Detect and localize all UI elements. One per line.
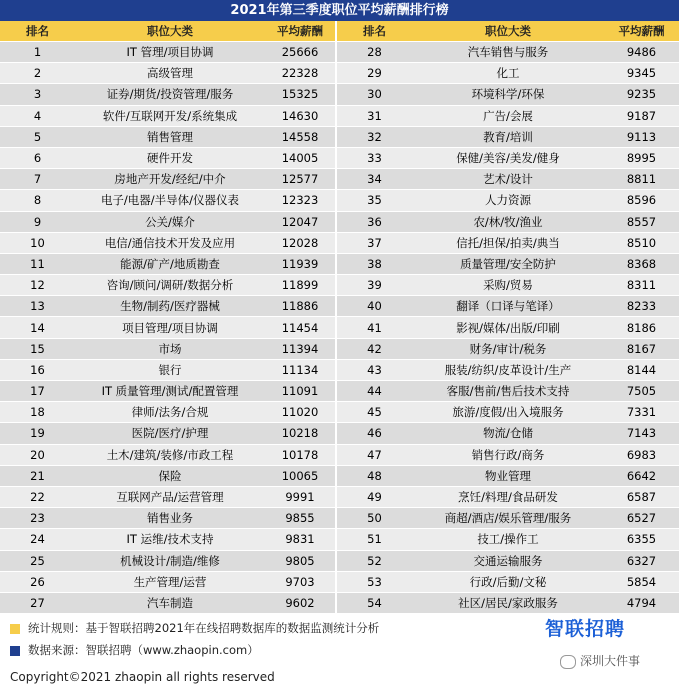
category-cell: 销售业务 xyxy=(75,508,265,529)
category-cell: 社区/居民/家政服务 xyxy=(412,592,604,613)
rank-cell: 5 xyxy=(0,126,75,147)
rank-cell: 28 xyxy=(337,42,412,63)
salary-cell: 9235 xyxy=(604,84,679,105)
table-row xyxy=(0,42,679,63)
rank-cell: 8 xyxy=(0,190,75,211)
header-category: 职位大类 xyxy=(75,21,265,42)
category-cell: 客服/售前/售后技术支持 xyxy=(412,381,604,402)
salary-cell: 8596 xyxy=(604,190,679,211)
category-cell: 银行 xyxy=(75,359,265,380)
category-cell: 销售行政/商务 xyxy=(412,444,604,465)
category-cell: 软件/互联网开发/系统集成 xyxy=(75,105,265,126)
table-row xyxy=(0,232,679,253)
salary-cell: 11020 xyxy=(265,402,335,423)
rank-cell: 42 xyxy=(337,338,412,359)
table-row xyxy=(0,211,679,232)
category-cell: 采购/贸易 xyxy=(412,275,604,296)
salary-cell: 6527 xyxy=(604,508,679,529)
legend-rule xyxy=(10,620,379,636)
rank-cell: 46 xyxy=(337,423,412,444)
salary-cell: 12577 xyxy=(265,169,335,190)
rank-cell: 15 xyxy=(0,338,75,359)
category-cell: 物业管理 xyxy=(412,465,604,486)
table-row xyxy=(0,317,679,338)
table-row xyxy=(0,550,679,571)
salary-cell: 14558 xyxy=(265,126,335,147)
category-cell: 生产管理/运营 xyxy=(75,571,265,592)
salary-cell: 12028 xyxy=(265,232,335,253)
rank-cell: 40 xyxy=(337,296,412,317)
category-cell: 教育/培训 xyxy=(412,126,604,147)
salary-cell: 11134 xyxy=(265,359,335,380)
salary-cell: 8557 xyxy=(604,211,679,232)
salary-cell: 10218 xyxy=(265,423,335,444)
salary-cell: 8510 xyxy=(604,232,679,253)
category-cell: 机械设计/制造/维修 xyxy=(75,550,265,571)
category-cell: 行政/后勤/文秘 xyxy=(412,571,604,592)
category-cell: 律师/法务/合规 xyxy=(75,402,265,423)
rank-cell: 36 xyxy=(337,211,412,232)
category-cell: 交通运输服务 xyxy=(412,550,604,571)
table-row xyxy=(0,147,679,168)
rank-cell: 34 xyxy=(337,169,412,190)
rank-cell: 30 xyxy=(337,84,412,105)
salary-cell: 6642 xyxy=(604,465,679,486)
rank-cell: 24 xyxy=(0,529,75,550)
salary-cell: 22328 xyxy=(265,63,335,84)
legend-source xyxy=(10,642,259,658)
rank-cell: 21 xyxy=(0,465,75,486)
wechat-watermark xyxy=(560,652,640,669)
category-cell: 房地产开发/经纪/中介 xyxy=(75,169,265,190)
category-cell: 生物/制药/医疗器械 xyxy=(75,296,265,317)
category-cell: 医院/医疗/护理 xyxy=(75,423,265,444)
rank-cell: 11 xyxy=(0,253,75,274)
salary-cell: 9703 xyxy=(265,571,335,592)
wechat-icon xyxy=(560,655,576,669)
salary-cell: 6327 xyxy=(604,550,679,571)
salary-cell: 14005 xyxy=(265,147,335,168)
salary-cell: 8995 xyxy=(604,147,679,168)
rank-cell: 43 xyxy=(337,359,412,380)
rank-cell: 32 xyxy=(337,126,412,147)
rank-cell: 23 xyxy=(0,508,75,529)
category-cell: 广告/会展 xyxy=(412,105,604,126)
rank-cell: 14 xyxy=(0,317,75,338)
table-row xyxy=(0,84,679,105)
rank-cell: 6 xyxy=(0,147,75,168)
rank-cell: 48 xyxy=(337,465,412,486)
category-cell: IT 质量管理/测试/配置管理 xyxy=(75,381,265,402)
rank-cell: 4 xyxy=(0,105,75,126)
salary-cell: 6983 xyxy=(604,444,679,465)
category-cell: 农/林/牧/渔业 xyxy=(412,211,604,232)
rank-cell: 51 xyxy=(337,529,412,550)
category-cell: 市场 xyxy=(75,338,265,359)
category-cell: IT 运维/技术支持 xyxy=(75,529,265,550)
category-cell: 财务/审计/税务 xyxy=(412,338,604,359)
rank-cell: 35 xyxy=(337,190,412,211)
header-category: 职位大类 xyxy=(412,21,604,42)
table-row xyxy=(0,296,679,317)
salary-cell: 11939 xyxy=(265,253,335,274)
table-row xyxy=(0,338,679,359)
table-row xyxy=(0,465,679,486)
rank-cell: 16 xyxy=(0,359,75,380)
rank-cell: 7 xyxy=(0,169,75,190)
rank-cell: 20 xyxy=(0,444,75,465)
category-cell: 保险 xyxy=(75,465,265,486)
rank-cell: 50 xyxy=(337,508,412,529)
category-cell: 信托/担保/拍卖/典当 xyxy=(412,232,604,253)
category-cell: 旅游/度假/出入境服务 xyxy=(412,402,604,423)
salary-cell: 10065 xyxy=(265,465,335,486)
category-cell: 商超/酒店/娱乐管理/服务 xyxy=(412,508,604,529)
rank-cell: 54 xyxy=(337,592,412,613)
salary-cell: 8368 xyxy=(604,253,679,274)
salary-cell: 9805 xyxy=(265,550,335,571)
salary-ranking-table xyxy=(0,21,679,614)
category-cell: 化工 xyxy=(412,63,604,84)
category-cell: 证券/期货/投资管理/服务 xyxy=(75,84,265,105)
table-row xyxy=(0,529,679,550)
rank-cell: 44 xyxy=(337,381,412,402)
rank-cell: 38 xyxy=(337,253,412,274)
rank-cell: 31 xyxy=(337,105,412,126)
salary-cell: 10178 xyxy=(265,444,335,465)
rank-cell: 19 xyxy=(0,423,75,444)
salary-cell: 7331 xyxy=(604,402,679,423)
category-cell: 土木/建筑/装修/市政工程 xyxy=(75,444,265,465)
salary-cell: 12047 xyxy=(265,211,335,232)
table-row xyxy=(0,486,679,507)
legend-rule-swatch xyxy=(10,624,20,634)
salary-cell: 9345 xyxy=(604,63,679,84)
table-row xyxy=(0,253,679,274)
table-row xyxy=(0,381,679,402)
category-cell: 咨询/顾问/调研/数据分析 xyxy=(75,275,265,296)
legend-source-text: 数据来源：智联招聘（www.zhaopin.com） xyxy=(28,643,259,657)
category-cell: 高级管理 xyxy=(75,63,265,84)
table-row xyxy=(0,359,679,380)
salary-cell: 9486 xyxy=(604,42,679,63)
salary-cell: 11886 xyxy=(265,296,335,317)
salary-cell: 9187 xyxy=(604,105,679,126)
salary-cell: 9991 xyxy=(265,486,335,507)
rank-cell: 12 xyxy=(0,275,75,296)
salary-cell: 9831 xyxy=(265,529,335,550)
salary-cell: 8233 xyxy=(604,296,679,317)
table-row xyxy=(0,402,679,423)
table-row xyxy=(0,126,679,147)
rank-cell: 27 xyxy=(0,592,75,613)
rank-cell: 2 xyxy=(0,63,75,84)
table-row xyxy=(0,508,679,529)
category-cell: 烹饪/料理/食品研发 xyxy=(412,486,604,507)
category-cell: 服装/纺织/皮革设计/生产 xyxy=(412,359,604,380)
salary-cell: 14630 xyxy=(265,105,335,126)
header-rank: 排名 xyxy=(337,21,412,42)
legend-rule-text: 统计规则：基于智联招聘2021年在线招聘数据库的数据监测统计分析 xyxy=(28,621,380,635)
rank-cell: 49 xyxy=(337,486,412,507)
salary-cell: 15325 xyxy=(265,84,335,105)
table-row xyxy=(0,63,679,84)
rank-cell: 10 xyxy=(0,232,75,253)
rank-cell: 47 xyxy=(337,444,412,465)
salary-cell: 7143 xyxy=(604,423,679,444)
wechat-account: 深圳大件事 xyxy=(580,654,641,668)
page-title: 2021年第三季度职位平均薪酬排行榜 xyxy=(0,0,679,21)
table-row xyxy=(0,190,679,211)
category-cell: 电子/电器/半导体/仪器仪表 xyxy=(75,190,265,211)
salary-cell: 8811 xyxy=(604,169,679,190)
zhaopin-logo: 智联招聘 xyxy=(545,618,626,640)
salary-cell: 6355 xyxy=(604,529,679,550)
salary-cell: 5854 xyxy=(604,571,679,592)
table-row xyxy=(0,169,679,190)
category-cell: 翻译（口译与笔译） xyxy=(412,296,604,317)
category-cell: 电信/通信技术开发及应用 xyxy=(75,232,265,253)
category-cell: 项目管理/项目协调 xyxy=(75,317,265,338)
rank-cell: 25 xyxy=(0,550,75,571)
rank-cell: 39 xyxy=(337,275,412,296)
copyright: Copyright©2021 zhaopin all rights reserved xyxy=(10,670,275,684)
salary-cell: 25666 xyxy=(265,42,335,63)
rank-cell: 18 xyxy=(0,402,75,423)
table-row xyxy=(0,592,679,613)
rank-cell: 22 xyxy=(0,486,75,507)
category-cell: 艺术/设计 xyxy=(412,169,604,190)
category-cell: 互联网产品/运营管理 xyxy=(75,486,265,507)
category-cell: 保健/美容/美发/健身 xyxy=(412,147,604,168)
salary-cell: 9855 xyxy=(265,508,335,529)
header-rank: 排名 xyxy=(0,21,75,42)
rank-cell: 9 xyxy=(0,211,75,232)
category-cell: 影视/媒体/出版/印刷 xyxy=(412,317,604,338)
category-cell: 汽车销售与服务 xyxy=(412,42,604,63)
header-salary: 平均薪酬 xyxy=(604,21,679,42)
category-cell: 质量管理/安全防护 xyxy=(412,253,604,274)
category-cell: 销售管理 xyxy=(75,126,265,147)
rank-cell: 52 xyxy=(337,550,412,571)
category-cell: 物流/仓储 xyxy=(412,423,604,444)
table-row xyxy=(0,571,679,592)
category-cell: 环境科学/环保 xyxy=(412,84,604,105)
table-header-row xyxy=(0,21,679,42)
rank-cell: 33 xyxy=(337,147,412,168)
salary-cell: 11454 xyxy=(265,317,335,338)
salary-cell: 8311 xyxy=(604,275,679,296)
rank-cell: 53 xyxy=(337,571,412,592)
rank-cell: 45 xyxy=(337,402,412,423)
table-row xyxy=(0,105,679,126)
salary-cell: 7505 xyxy=(604,381,679,402)
table-row xyxy=(0,275,679,296)
category-cell: 汽车制造 xyxy=(75,592,265,613)
salary-cell: 8167 xyxy=(604,338,679,359)
category-cell: 人力资源 xyxy=(412,190,604,211)
category-cell: 公关/媒介 xyxy=(75,211,265,232)
table-row xyxy=(0,444,679,465)
category-cell: IT 管理/项目协调 xyxy=(75,42,265,63)
rank-cell: 13 xyxy=(0,296,75,317)
category-cell: 技工/操作工 xyxy=(412,529,604,550)
salary-cell: 9602 xyxy=(265,592,335,613)
salary-cell: 11899 xyxy=(265,275,335,296)
rank-cell: 17 xyxy=(0,381,75,402)
rank-cell: 3 xyxy=(0,84,75,105)
rank-cell: 29 xyxy=(337,63,412,84)
table-row xyxy=(0,423,679,444)
rank-cell: 1 xyxy=(0,42,75,63)
salary-cell: 9113 xyxy=(604,126,679,147)
salary-cell: 4794 xyxy=(604,592,679,613)
category-cell: 硬件开发 xyxy=(75,147,265,168)
legend-source-swatch xyxy=(10,646,20,656)
rank-cell: 37 xyxy=(337,232,412,253)
header-salary: 平均薪酬 xyxy=(265,21,335,42)
salary-cell: 12323 xyxy=(265,190,335,211)
category-cell: 能源/矿产/地质勘查 xyxy=(75,253,265,274)
salary-cell: 8144 xyxy=(604,359,679,380)
salary-cell: 6587 xyxy=(604,486,679,507)
salary-cell: 8186 xyxy=(604,317,679,338)
salary-cell: 11394 xyxy=(265,338,335,359)
rank-cell: 26 xyxy=(0,571,75,592)
salary-cell: 11091 xyxy=(265,381,335,402)
rank-cell: 41 xyxy=(337,317,412,338)
